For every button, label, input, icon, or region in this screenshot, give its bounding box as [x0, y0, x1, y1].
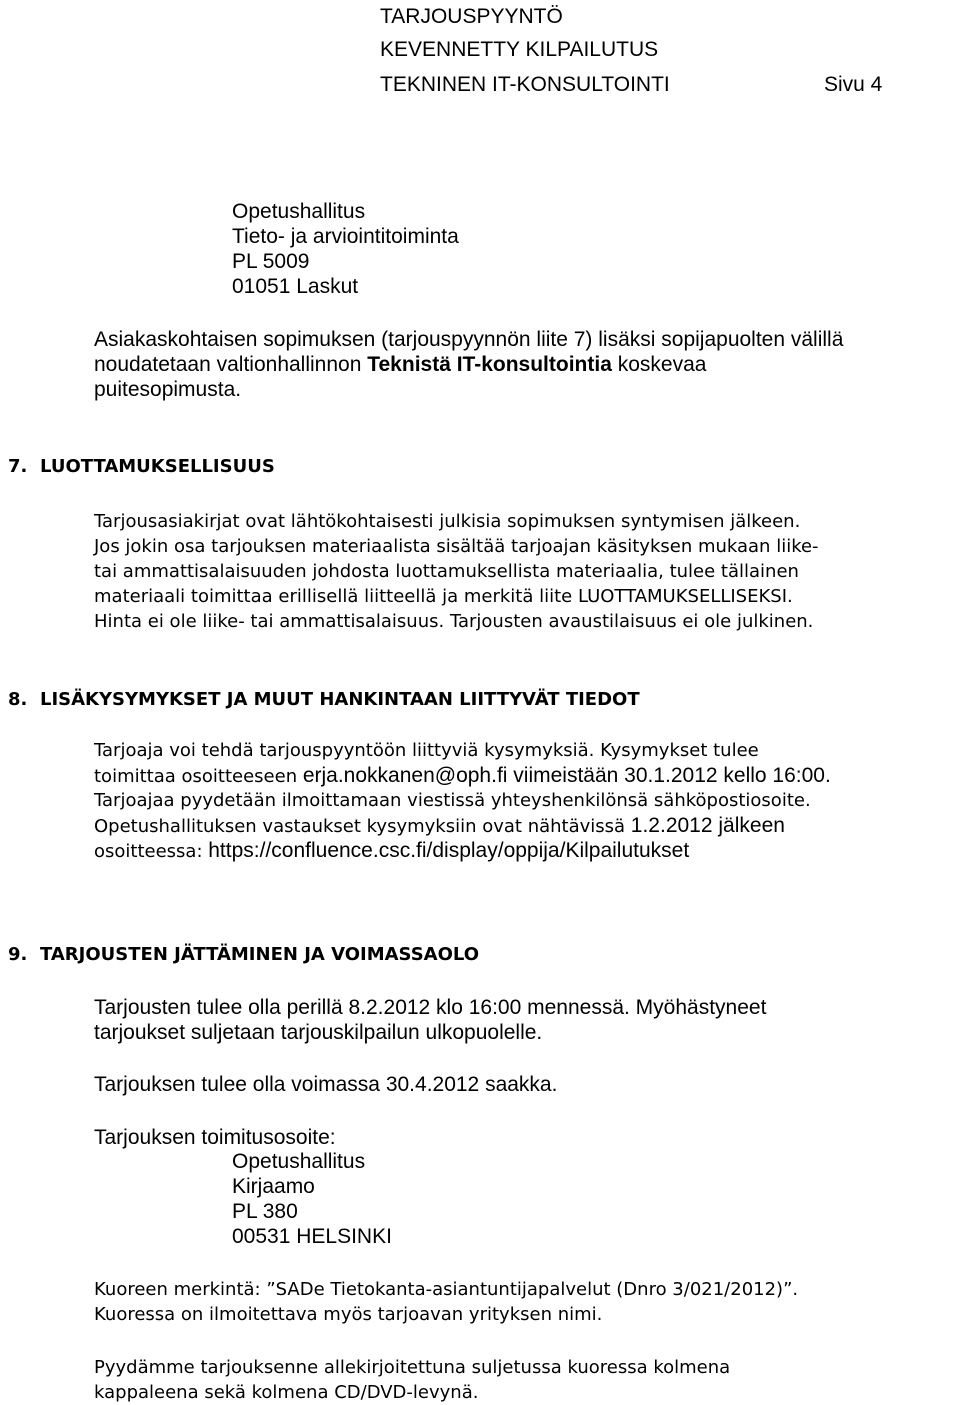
body-line: Tarjousasiakirjat ovat lähtökohtaisesti julkisia sopimuksen syntymisen jälkeen.: [94, 511, 801, 532]
answers-url: https://confluence.csc.fi/display/oppija/Kilpailutukset: [208, 839, 690, 862]
header-page-number: Sivu 4: [824, 73, 883, 96]
body-line: tarjoukset suljetaan tarjouskilpailun ulkopuolelle.: [94, 1021, 543, 1044]
delivery-address: [232, 1149, 392, 1249]
section-9-number: 9.: [8, 944, 28, 965]
body-line: Tarjoaja voi tehdä tarjouspyyntöön liittyviä kysymyksiä. Kysymykset tulee: [94, 740, 759, 761]
body-text: osoitteessa:: [94, 841, 209, 862]
address-line: 01051 Laskut: [232, 275, 359, 298]
copies-paragraph: [94, 1355, 730, 1405]
header-subject: TEKNINEN IT-KONSULTOINTI: [380, 73, 670, 96]
address-line: Opetushallitus: [232, 1150, 366, 1173]
header-procedure: KEVENNETTY KILPAILUTUS: [380, 38, 659, 61]
intro-paragraph: [94, 327, 843, 402]
recipient-address: [232, 199, 459, 299]
section-8-body: [94, 738, 831, 863]
section-8-number: 8.: [8, 689, 28, 710]
intro-line: Asiakaskohtaisen sopimuksen (tarjouspyynnön liite 7) lisäksi sopijapuolten välillä: [94, 328, 844, 351]
body-line: tai ammattisalaisuuden johdosta luottamuksellista materiaalia, tulee tällainen: [94, 561, 799, 582]
agreement-name: Teknistä IT-konsultointia: [367, 353, 612, 376]
delivery-address-label: Tarjouksen toimitusosoite:: [94, 1126, 336, 1149]
header-doc-type: TARJOUSPYYNTÖ: [380, 5, 563, 28]
body-text: Opetushallituksen vastaukset kysymyksiin ovat nähtävissä: [94, 816, 631, 837]
intro-line: puitesopimusta.: [94, 378, 242, 401]
envelope-marking-paragraph: [94, 1277, 798, 1327]
address-line: Tieto- ja arviointitoiminta: [232, 225, 459, 248]
body-line: Pyydämme tarjouksenne allekirjoitettuna suljetussa kuoressa kolmena: [94, 1357, 731, 1378]
body-line: Kuoressa on ilmoitettava myös tarjoavan yrityksen nimi.: [94, 1304, 603, 1325]
section-7-title: LUOTTAMUKSELLISUUS: [40, 456, 275, 477]
body-line: Hinta ei ole liike- tai ammattisalaisuus. Tarjousten avaustilaisuus ei ole julkinen.: [94, 611, 814, 632]
body-line: Tarjoajaa pyydetään ilmoittamaan viestissä yhteyshenkilönsä sähköpostiosoite.: [94, 790, 811, 811]
address-line: Opetushallitus: [232, 200, 366, 223]
body-line: [94, 763, 831, 788]
body-line: Kuoreen merkintä: ”SADe Tietokanta-asiantuntijapalvelut (Dnro 3/021/2012)”.: [94, 1279, 799, 1300]
submission-deadline-paragraph: [94, 995, 766, 1045]
address-line: Kirjaamo: [232, 1175, 315, 1198]
validity-paragraph: Tarjouksen tulee olla voimassa 30.4.2012 saakka.: [94, 1073, 558, 1096]
answer-date: 1.2.2012 jälkeen: [630, 814, 785, 837]
intro-line: [94, 352, 843, 377]
intro-text: koskevaa: [611, 353, 707, 376]
section-8-title: LISÄKYSYMYKSET JA MUUT HANKINTAAN LIITTYVÄT TIEDOT: [40, 689, 640, 710]
section-7-body: [94, 509, 819, 634]
section-7-number: 7.: [8, 456, 28, 477]
body-line: [94, 813, 831, 838]
address-line: 00531 HELSINKI: [232, 1225, 392, 1248]
body-line: materiaali toimittaa erillisellä liitteellä ja merkitä liite LUOTTAMUKSELLISEKSI.: [94, 586, 793, 607]
body-text: toimittaa osoitteeseen: [94, 766, 303, 787]
address-line: PL 380: [232, 1200, 298, 1223]
contact-email-deadline: erja.nokkanen@oph.fi viimeistään 30.1.2012 kello 16:00.: [302, 764, 831, 787]
address-line: PL 5009: [232, 250, 310, 273]
body-line: [94, 838, 831, 863]
body-line: Jos jokin osa tarjouksen materiaalista sisältää tarjoajan käsityksen mukaan liike-: [94, 536, 819, 557]
body-line: kappaleena sekä kolmena CD/DVD-levynä.: [94, 1382, 479, 1403]
intro-text: noudatetaan valtionhallinnon: [94, 353, 368, 376]
body-line: Tarjousten tulee olla perillä 8.2.2012 klo 16:00 mennessä. Myöhästyneet: [94, 996, 767, 1019]
section-9-title: TARJOUSTEN JÄTTÄMINEN JA VOIMASSAOLO: [40, 944, 480, 965]
